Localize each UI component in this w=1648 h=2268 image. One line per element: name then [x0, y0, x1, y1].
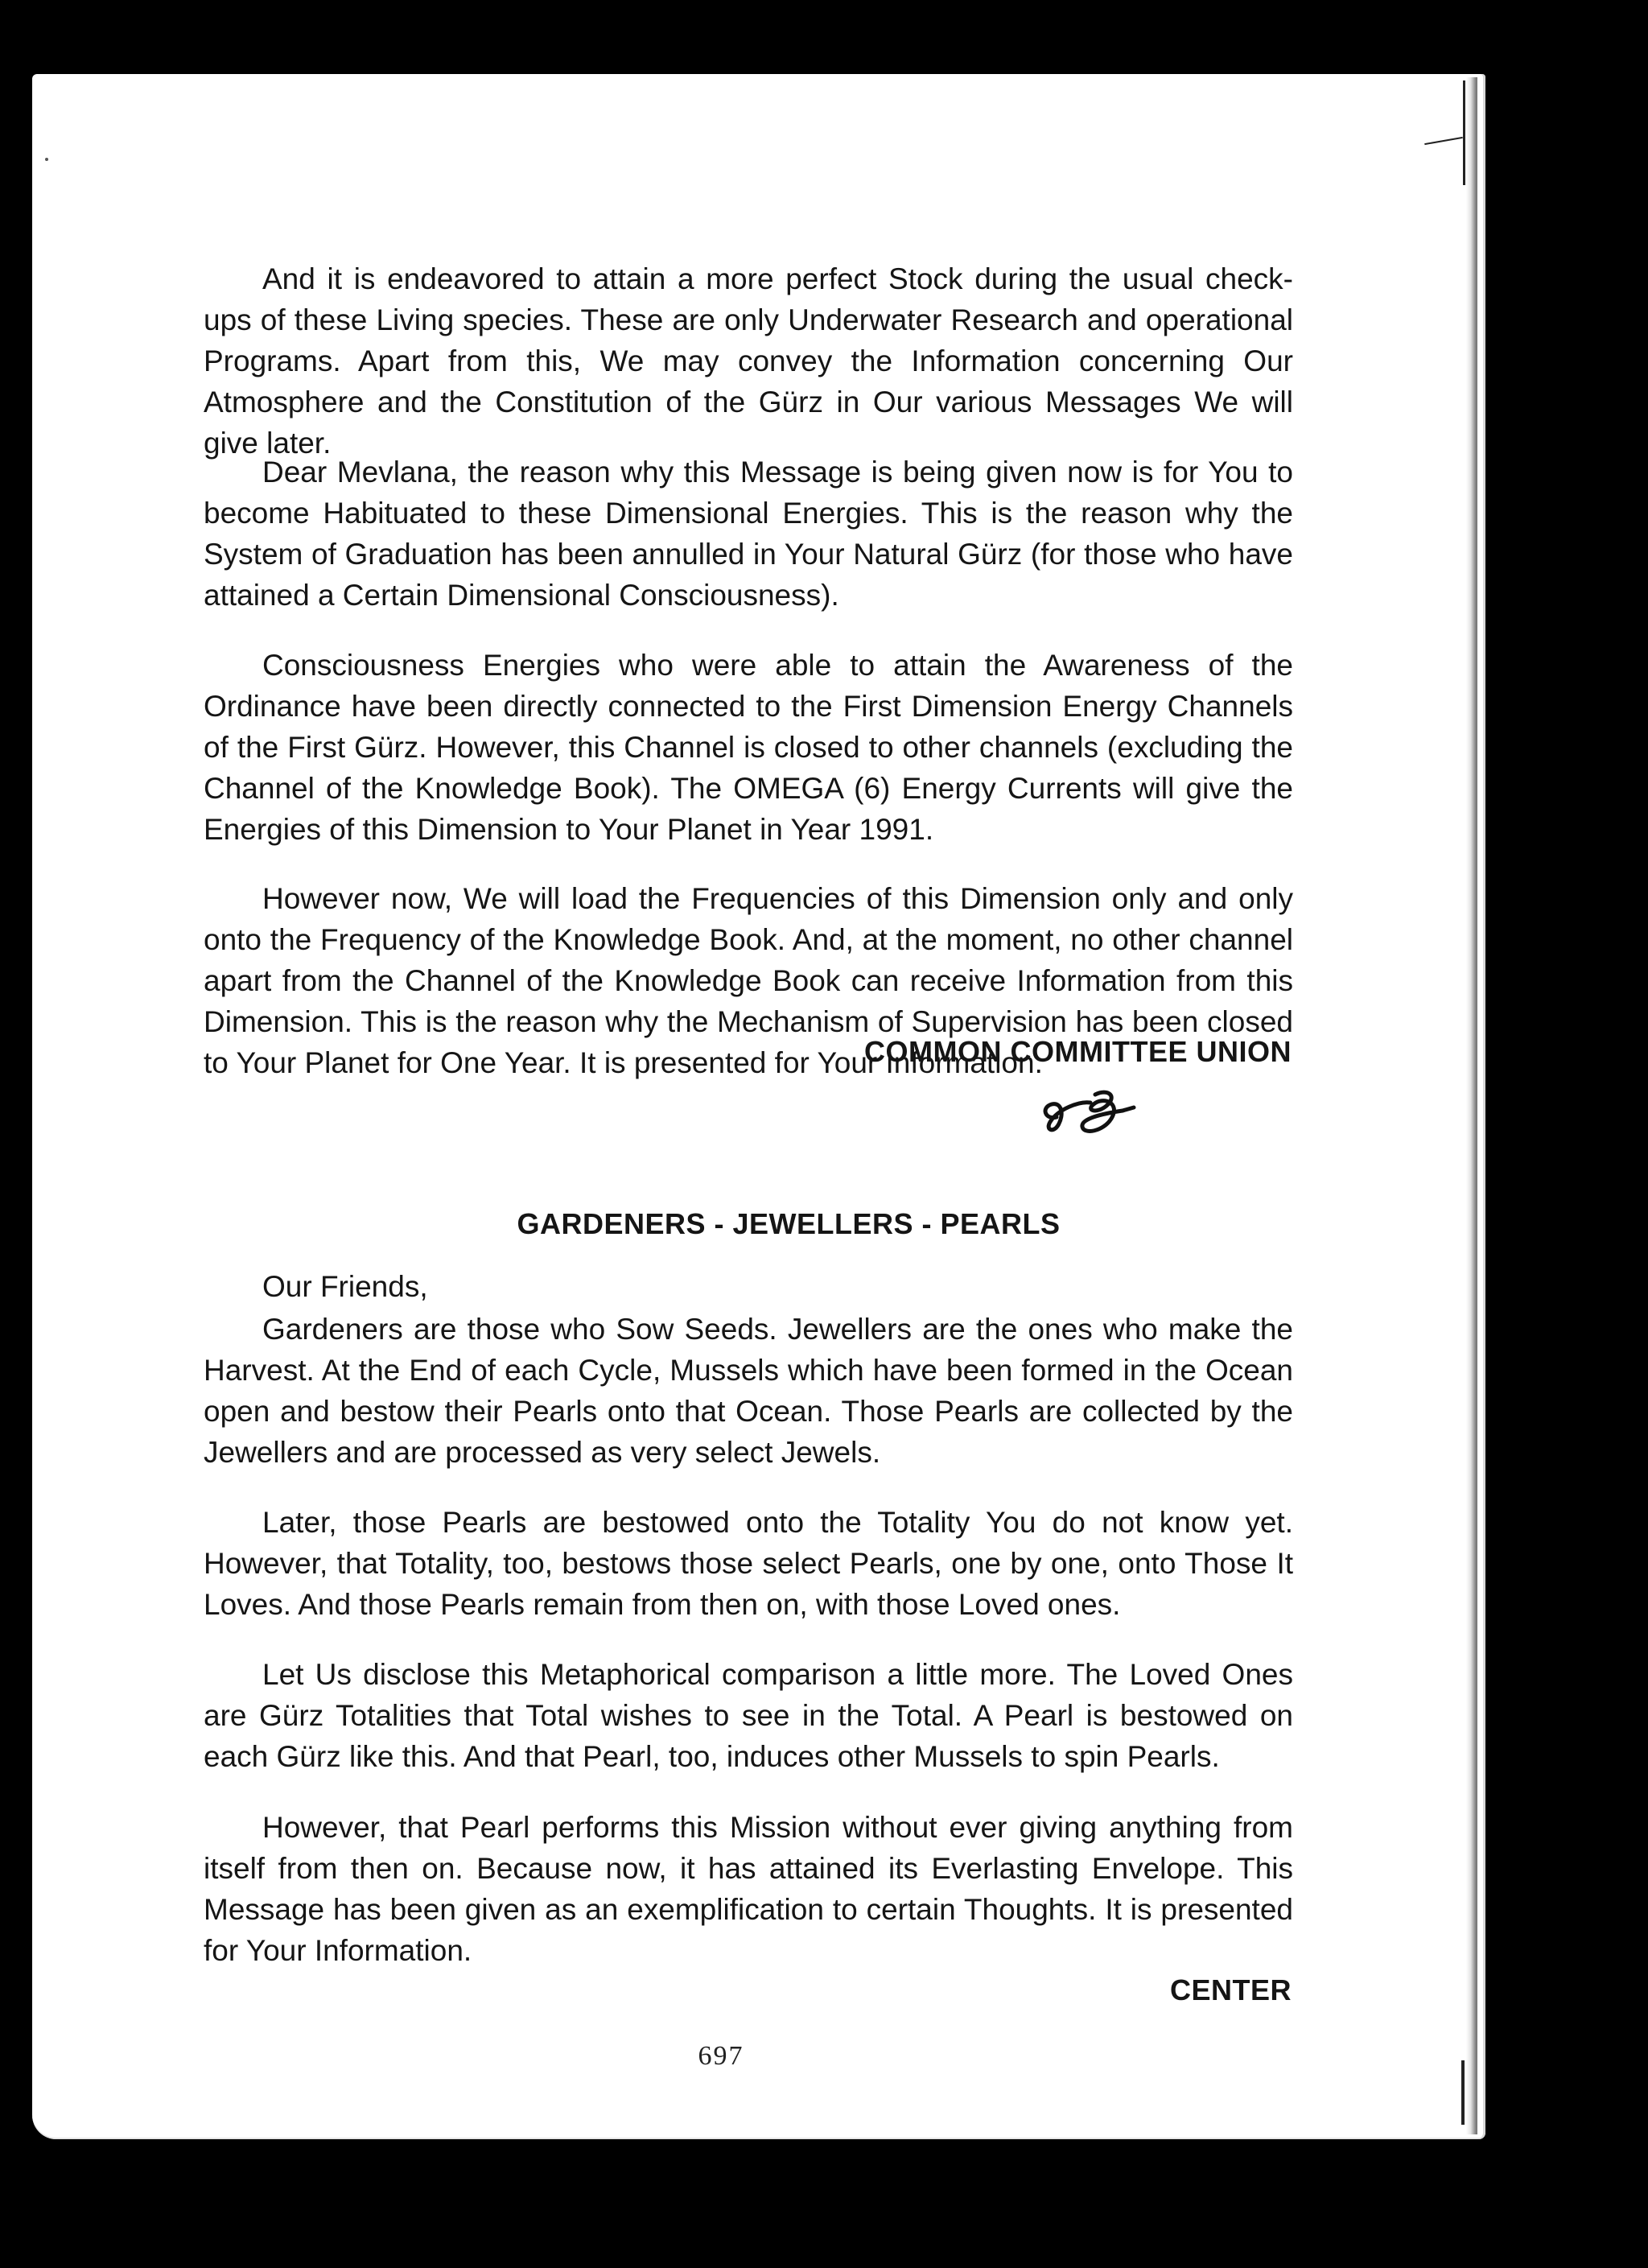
scan-speck [45, 158, 48, 161]
scan-edge-mark [1463, 80, 1465, 185]
scan-edge-mark [1461, 2060, 1465, 2125]
body-paragraph: And it is endeavored to attain a more perfect Stock during the usual check-ups of these Living species. These are only Underwater Research and operational Programs. Apart from this, We may convey the Information concerning Our Atmosphere and the Constitution of the Gürz in Our various Messages We will give later. [204, 262, 1293, 460]
handwritten-initials-icon [1034, 1078, 1147, 1143]
signature-common-committee-union: COMMON COMMITTEE UNION [864, 1035, 1292, 1068]
body-paragraph: However now, We will load the Frequencies of this Dimension only and only onto the Frequency of the Knowledge Book. And, at the moment, no other channel apart from the Channel of the Knowledge Book can receive Information from this Dimension. This is the reason why the Mechanism of Supervision has been closed to Your Planet for One Year. It is presented for Your Information. [204, 882, 1293, 1079]
body-paragraph: Dear Mevlana, the reason why this Message is being given now is for You to become Habituated to these Dimensional Energies. This is the reason why the System of Graduation has been annulled in Your Natural Gürz (for those who have attained a Certain Dimensional Consciousness). [204, 456, 1293, 612]
page-edge-shadow [1466, 77, 1477, 2134]
page-number: 697 [698, 2041, 744, 2071]
body-paragraph: However, that Pearl performs this Mission without ever giving anything from itself from then on. Because now, it has attained its Everlasting Envelope. This Message has been given as an exemplification to certain Thoughts. It is presented for Your Information. [204, 1811, 1293, 1967]
body-paragraph: Gardeners are those who Sow Seeds. Jewellers are the ones who make the Harvest. At the End of each Cycle, Mussels which have been formed in the Ocean open and bestow their Pearls onto that Ocean. Those Pearls are collected by the Jewellers and are processed as very select Jewels. [204, 1313, 1293, 1469]
body-paragraph: Let Us disclose this Metaphorical comparison a little more. The Loved Ones are Gürz Totalities that Total wishes to see in the Total. A Pearl is bestowed on each Gürz like this. And that Pearl, too, induces other Mussels to spin Pearls. [204, 1658, 1293, 1773]
body-paragraph: Consciousness Energies who were able to attain the Awareness of the Ordinance have been directly connected to the First Dimension Energy Channels of the First Gürz. However, this Channel is closed to other channels (excluding the Channel of the Knowledge Book). The OMEGA (6) Energy Currents will give the Energies of this Dimension to Your Planet in Year 1991. [204, 649, 1293, 846]
section-heading: GARDENERS - JEWELLERS - PEARLS [517, 1207, 1061, 1240]
body-paragraph: Later, those Pearls are bestowed onto the Totality You do not know yet. However, that Totality, too, bestows those select Pearls, one by one, onto Those It Loves. And those Pearls remain from then on, with those Loved ones. [204, 1506, 1293, 1621]
signature-center: CENTER [1169, 1973, 1292, 2006]
salutation: Our Friends, [262, 1270, 428, 1303]
